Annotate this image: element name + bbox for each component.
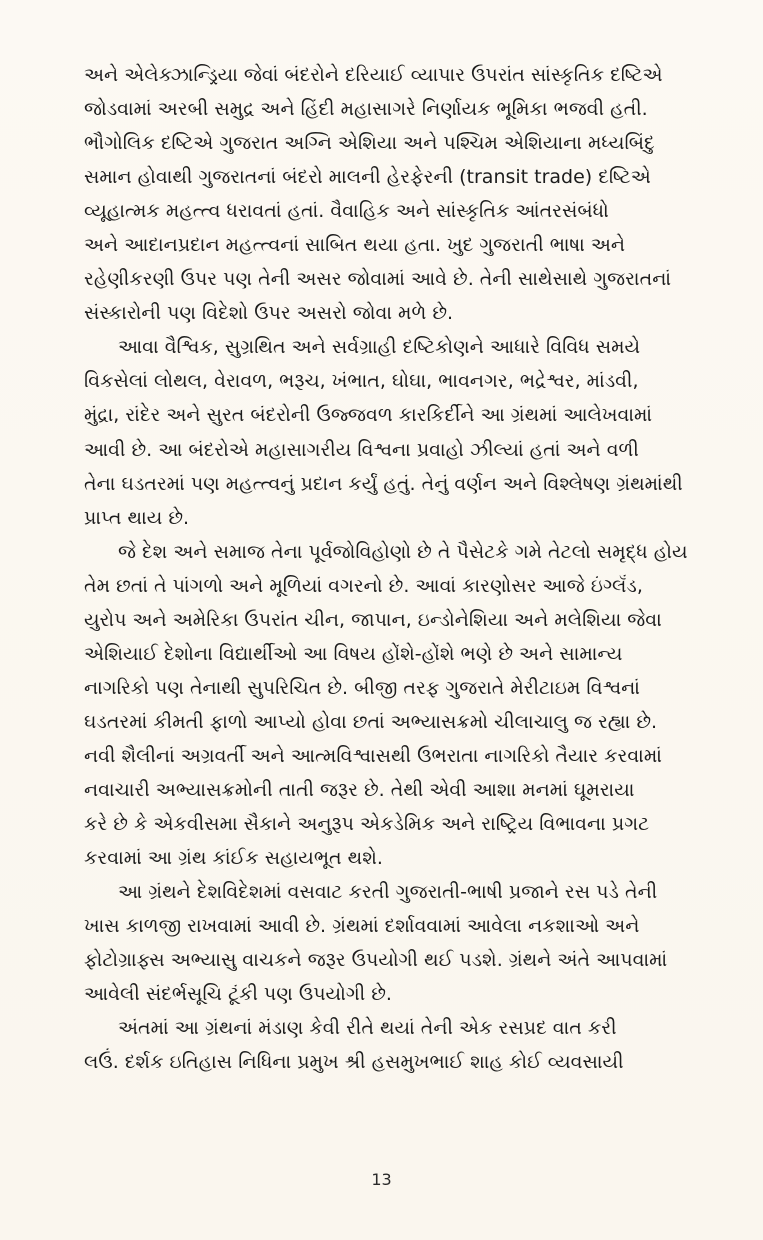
text-line: કરે છે કે એકવીસમા સૈકાને અનુરૂપ એકડેમિક અને રાષ્ટ્રિય વિભાવના પ્રગટ: [84, 813, 650, 836]
text-line: અને આદાનપ્રદાન મહત્ત્વનાં સાબિત થયા હતા. ખુદ ગુજરાતી ભાષા અને: [84, 234, 626, 257]
text-line: નવી શૈલીનાં અગ્રવર્તી અને આત્મવિશ્વાસથી ઉભરાતા નાગરિકો તૈયાર કરવામાં: [84, 744, 662, 767]
text-line: તેમ છતાં તે પાંગળો અને મૂળિયાં વગરનો છે. આવાં કારણોસર આજે ઇંગ્લૅંડ,: [84, 574, 643, 597]
text-line: રહેણીકરણી ઉપર પણ તેની અસર જોવામાં આવે છે. તેની સાથેસાથે ગુજરાતનાં: [84, 268, 671, 291]
text-line: આ ગ્રંથને દેશવિદેશમાં વસવાટ કરતી ગુજરાતી-ભાષી પ્રજાને રસ પડે તેની: [118, 881, 658, 904]
text-line: અને એલેક્ઝાન્ડ્રિયા જેવાં બંદરોને દરિયાઈ વ્યાપાર ઉપરાંત સાંસ્કૃતિક દષ્ટિએ: [84, 64, 663, 86]
text-line: અંતમાં આ ગ્રંથનાં મંડાણ કેવી રીતે થયાં તેની એક રસપ્રદ વાત કરી: [118, 1017, 617, 1040]
text-line: લઉં. દર્શક ઇતિહાસ નિધિના પ્રમુખ શ્રી હસમુખભાઈ શાહ કોઈ વ્યવસાયી: [84, 1051, 624, 1074]
paragraph-5: [84, 1011, 688, 1079]
text-line: નાગરિકો પણ તેનાથી સુપરિચિત છે. બીજી તરફ ગુજરાતે મેરીટાઇમ વિશ્વનાં: [84, 676, 640, 699]
text-line: કરવામાં આ ગ્રંથ કાંઈક સહાયભૂત થશે.: [84, 847, 383, 870]
text-line: ભૌગોલિક દષ્ટિએ ગુજરાત અગ્નિ એશિયા અને પશ્ચિમ એશિયાના મધ્યબિંદુ: [84, 132, 655, 155]
text-line: પ્રાપ્ત થાય છે.: [84, 506, 190, 529]
text-line: ખાસ કાળજી રાખવામાં આવી છે. ગ્રંથમાં દર્શાવવામાં આવેલા નકશાઓ અને: [84, 915, 640, 938]
text-line: જે દેશ અને સમાજ તેના પૂર્વજોવિહોણો છે તે પૈસેટકે ગમે તેટલો સમૃદ્ધ હોય: [118, 540, 688, 563]
page-number: 13: [371, 1170, 392, 1189]
paragraph-1: [84, 58, 688, 330]
text-line: જોડવામાં અરબી સમુદ્ર અને હિંદી મહાસાગરે નિર્ણાયક ભૂમિકા ભજવી હતી.: [84, 98, 648, 121]
paragraph-2: [84, 330, 688, 534]
paragraph-3: [84, 535, 688, 875]
text-line: યુરોપ અને અમેરિકા ઉપરાંત ચીન, જાપાન, ઇન્ડોનેશિયા અને મલેશિયા જેવા: [84, 608, 662, 631]
text-line: ઘડતરમાં કીમતી ફાળો આપ્યો હોવા છતાં અભ્યાસક્રમો ચીલાચાલુ જ રહ્યા છે.: [84, 710, 658, 733]
text-line: ફોટોગ્રાફ્સ અભ્યાસુ વાચકને જરૂર ઉપયોગી થઈ પડશે. ગ્રંથને અંતે આપવામાં: [84, 949, 668, 972]
text-line: વ્યૂહાત્મક મહત્ત્વ ધરાવતાં હતાં. વૈવાહિક અને સાંસ્કૃતિક આંતરસંબંધો: [84, 200, 609, 223]
text-line: સંસ્કારોની પણ વિદેશો ઉપર અસરો જોવા મળે છે.: [84, 302, 454, 325]
text-line: આવા વૈશ્વિક, સુગ્રથિત અને સર્વગ્રાહી દષ્ટિકોણને આધારે વિવિધ સમયે: [118, 336, 641, 359]
text-line: નવાચારી અભ્યાસક્રમોની તાતી જરૂર છે. તેથી એવી આશા મનમાં ઘૂમરાયા: [84, 778, 635, 801]
text-line: આવેલી સંદર્ભસૂચિ ટૂંકી પણ ઉપયોગી છે.: [84, 983, 392, 1006]
body-text: [84, 58, 688, 1079]
text-line: સમાન હોવાથી ગુજરાતનાં બંદરો માલની હેરફેરની (transit trade) દષ્ટિએ: [84, 166, 651, 189]
text-line: આવી છે. આ બંદરોએ મહાસાગરીય વિશ્વના પ્રવાહો ઝીલ્યાં હતાં અને વળી: [84, 438, 639, 461]
text-line: તેના ઘડતરમાં પણ મહત્ત્વનું પ્રદાન કર્યું હતું. તેનું વર્ણન અને વિશ્લેષણ ગ્રંથમાંથી: [84, 472, 683, 495]
text-line: એશિયાઈ દેશોના વિદ્યાર્થીઓ આ વિષય હોંશે-હોંશે ભણે છે અને સામાન્ય: [84, 642, 623, 665]
paragraph-4: [84, 875, 688, 1011]
text-line: વિકસેલાં લોથલ, વેરાવળ, ભરૂચ, ખંભાત, ઘોઘા, ભાવનગર, ભદ્રેશ્વર, માંડવી,: [84, 370, 639, 393]
text-line: મુંદ્રા, રાંદેર અને સુરત બંદરોની ઉજ્જવળ કારકિર્દીને આ ગ્રંથમાં આલેખવામાં: [84, 404, 653, 427]
